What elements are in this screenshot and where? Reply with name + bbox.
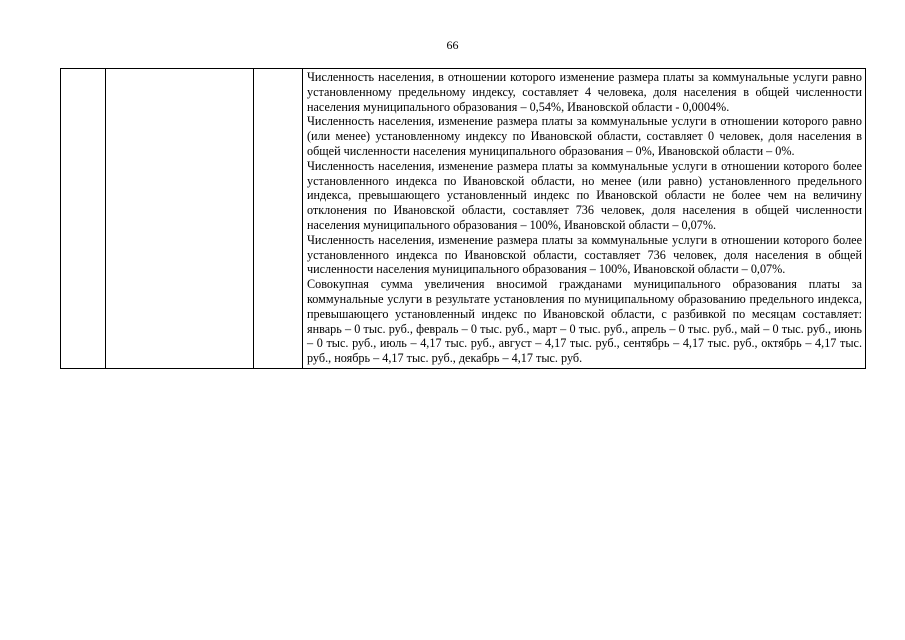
table-cell-1 (61, 69, 106, 369)
cell-text (303, 69, 865, 368)
document-table (60, 68, 866, 369)
paragraph-population-equal-limit: Численность населения, в отношении которого изменение размера платы за коммунальные услуги равно установленному предельному индексу, составляет 4 человека, доля населения в общей численности населения муниципального образования – 0,54%, Ивановской области - 0,0004%. (307, 70, 862, 114)
table-row (61, 69, 866, 369)
table-cell-2 (106, 69, 254, 369)
paragraph-population-between-indexes: Численность населения, изменение размера платы за коммунальные услуги в отношении которого более установленного индекса по Ивановской области, но менее (или равно) установленного предельного индекса, превышающего установленный индекс по Ивановской области не более чем на величину отклонения по Ивановской области, составляет 736 человек, доля населения в общей численности населения муниципального образования – 100%, Ивановской области – 0,07%. (307, 158, 862, 232)
paragraph-population-above-index: Численность населения, изменение размера платы за коммунальные услуги в отношении которого более установленного индекса по Ивановской области, составляет 736 человек, доля населения в общей численности населения муниципального образования – 100%, Ивановской области – 0,07%. (307, 232, 862, 277)
paragraph-monthly-increase: Совокупная сумма увеличения вносимой гражданами муниципального образования платы за коммунальные услуги в результате установления по муниципальному образованию предельного индекса, превышающего установленный индекс по Ивановской области, с разбивкой по месяцам составляет: январь – 0 тыс. руб., февраль – 0 тыс. руб., март – 0 тыс. руб., апрель – 0 тыс. руб., май – 0 тыс. руб., июнь – 0 тыс. руб., июль – 4,17 тыс. руб., август – 4,17 тыс. руб., сентябрь – 4,17 тыс. руб., октябрь – 4,17 тыс. руб., ноябрь – 4,17 тыс. руб., декабрь – 4,17 тыс. руб. (307, 277, 862, 366)
table-cell-3 (254, 69, 303, 369)
table-cell-content (303, 69, 866, 369)
paragraph-population-below-index: Численность населения, изменение размера платы за коммунальные услуги в отношении которого равно (или менее) установленному индексу по Ивановской области, составляет 0 человек, доля населения в общей численности населения муниципального образования – 0%, Ивановской области – 0%. (307, 114, 862, 158)
page-number: 66 (446, 38, 459, 52)
